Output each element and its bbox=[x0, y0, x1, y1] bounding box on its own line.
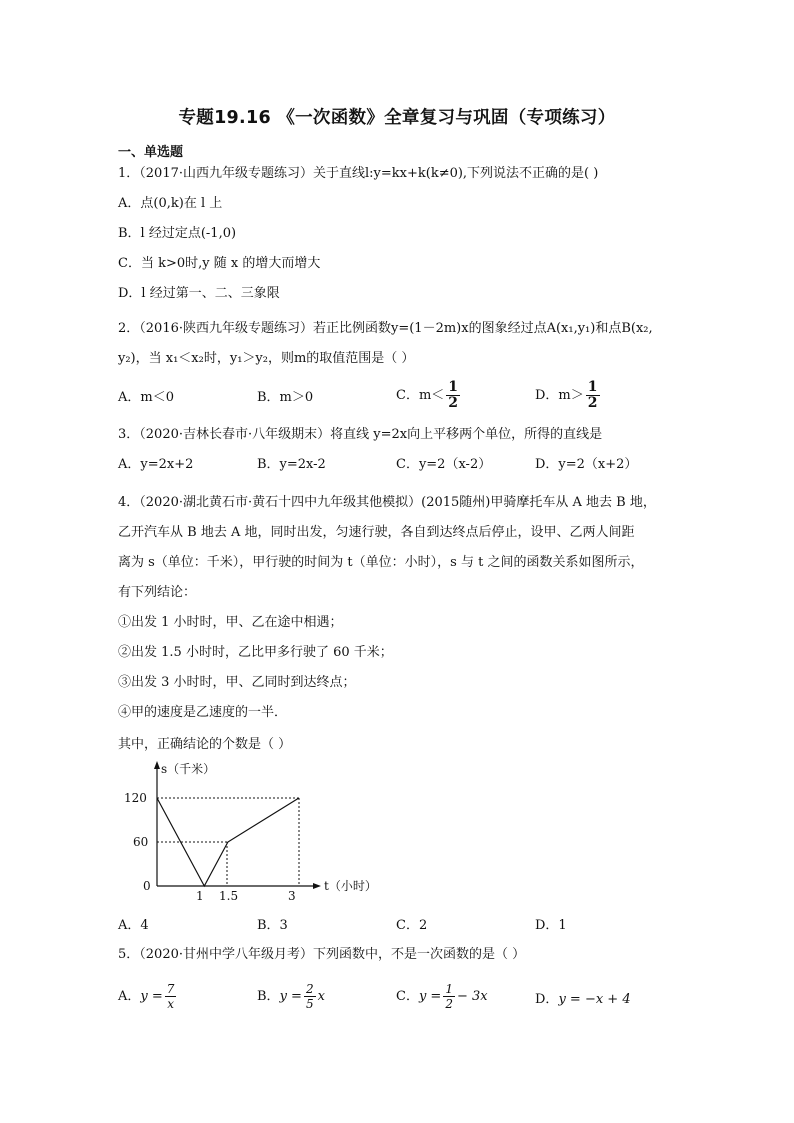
question-4-stem-line-2: 乙开汽车从 B 地去 A 地，同时出发，匀速行驶，各自到达终点后停止，设甲、乙两人间距 bbox=[118, 525, 635, 540]
question-3-option-d: D．y=2（x+2） bbox=[535, 457, 638, 472]
question-3-option-a: A．y=2x+2 bbox=[118, 457, 194, 472]
fraction-one-half: $\frac{1}{2}$ bbox=[448, 379, 459, 411]
fraction-one-half: $\frac{1}{2}$ bbox=[587, 379, 598, 411]
question-1-option-c: C．当 k>0时,y 随 x 的增大而增大 bbox=[118, 256, 321, 271]
page-title: 专题19.16 《一次函数》全章复习与巩固（专项练习） bbox=[178, 108, 616, 128]
y-tick-120: 120 bbox=[124, 791, 147, 805]
fraction-7-over-x: $\frac{7}{x}$ bbox=[166, 982, 175, 1011]
question-4-conclusion-4: ④甲的速度是乙速度的一半． bbox=[118, 705, 288, 720]
x-tick-1-5: 1.5 bbox=[219, 889, 239, 903]
question-5-option-d: D．y = −x + 4 bbox=[535, 992, 631, 1007]
question-3-option-c: C．y=2（x-2） bbox=[396, 457, 492, 472]
distance-time-graph bbox=[110, 758, 390, 906]
question-4-ask: 其中，正确结论的个数是（ ） bbox=[118, 737, 292, 752]
question-4-conclusion-1: ①出发 1 小时时，甲、乙在途中相遇； bbox=[118, 615, 343, 630]
question-5-stem: 5．（2020·甘州中学八年级月考）下列函数中，不是一次函数的是（ ） bbox=[118, 947, 526, 962]
question-4-stem-line-3: 离为 s（单位：千米），甲行驶的时间为 t（单位：小时），s 与 t 之间的函数关系如图所示， bbox=[118, 555, 644, 570]
question-2-option-d-label: D．m＞ bbox=[535, 388, 584, 403]
question-1-option-b: B．l 经过定点(-1,0) bbox=[118, 226, 237, 241]
y-axis-label: s（千米） bbox=[161, 762, 216, 776]
question-3-option-b: B．y=2x-2 bbox=[257, 457, 326, 472]
question-2-option-a: A．m＜0 bbox=[118, 390, 174, 405]
question-4-conclusion-2: ②出发 1.5 小时时，乙比甲多行驶了 60 千米； bbox=[118, 645, 393, 660]
question-5-option-b: B．y = $\frac{2}{5}$ x bbox=[257, 982, 325, 1011]
section-heading: 一、单选题 bbox=[118, 145, 184, 160]
question-2-stem-line-1: 2．（2016·陕西九年级专题练习）若正比例函数y=(1－2m)x的图象经过点A(x₁,y₁)和点B(x₂, bbox=[118, 321, 653, 336]
question-4-stem-line-1: 4．（2020·湖北黄石市·黄石十四中九年级其他模拟）(2015随州)甲骑摩托车从 A 地去 B 地， bbox=[118, 495, 656, 510]
question-5-option-a: A．y = $\frac{7}{x}$ bbox=[118, 982, 175, 1011]
question-2-stem-line-2: y₂)，当 x₁＜x₂时，y₁＞y₂，则m的取值范围是（ ） bbox=[118, 351, 415, 366]
question-2-option-c bbox=[396, 380, 460, 411]
question-5-option-c: C．y = $\frac{1}{2}$ − 3x bbox=[396, 982, 488, 1011]
question-2-option-b: B．m＞0 bbox=[257, 390, 314, 405]
x-tick-3: 3 bbox=[288, 889, 296, 903]
question-4-option-d: D．1 bbox=[535, 918, 567, 933]
question-4-option-c: C．2 bbox=[396, 918, 428, 933]
y-axis-arrow bbox=[154, 761, 160, 769]
question-4-option-b: B．3 bbox=[257, 918, 288, 933]
x-axis-label: t（小时） bbox=[324, 879, 377, 893]
x-axis-arrow bbox=[313, 883, 321, 889]
y-tick-60: 60 bbox=[133, 835, 149, 849]
question-4-option-a: A．4 bbox=[118, 918, 149, 933]
question-3-stem: 3．（2020·吉林长春市·八年级期末）将直线 y=2x向上平移两个单位，所得的直线是 bbox=[118, 427, 603, 442]
question-4-conclusion-3: ③出发 3 小时时，甲、乙同时到达终点； bbox=[118, 675, 356, 690]
y-tick-0: 0 bbox=[143, 879, 151, 893]
question-1-option-a: A．点(0,k)在 l 上 bbox=[118, 196, 223, 211]
x-tick-1: 1 bbox=[196, 889, 204, 903]
fraction-2-over-5: $\frac{2}{5}$ bbox=[305, 982, 314, 1011]
question-4-stem-line-4: 有下列结论： bbox=[118, 585, 197, 600]
question-1-stem: 1．（2017·山西九年级专题练习）关于直线l:y=kx+k(k≠0),下列说法不正确的是( ) bbox=[118, 166, 599, 181]
question-2-option-d bbox=[535, 380, 600, 411]
fraction-1-over-2: $\frac{1}{2}$ bbox=[445, 982, 453, 1011]
question-2-option-c-label: C．m＜ bbox=[396, 388, 445, 403]
question-1-option-d: D．l 经过第一、二、三象限 bbox=[118, 286, 280, 301]
